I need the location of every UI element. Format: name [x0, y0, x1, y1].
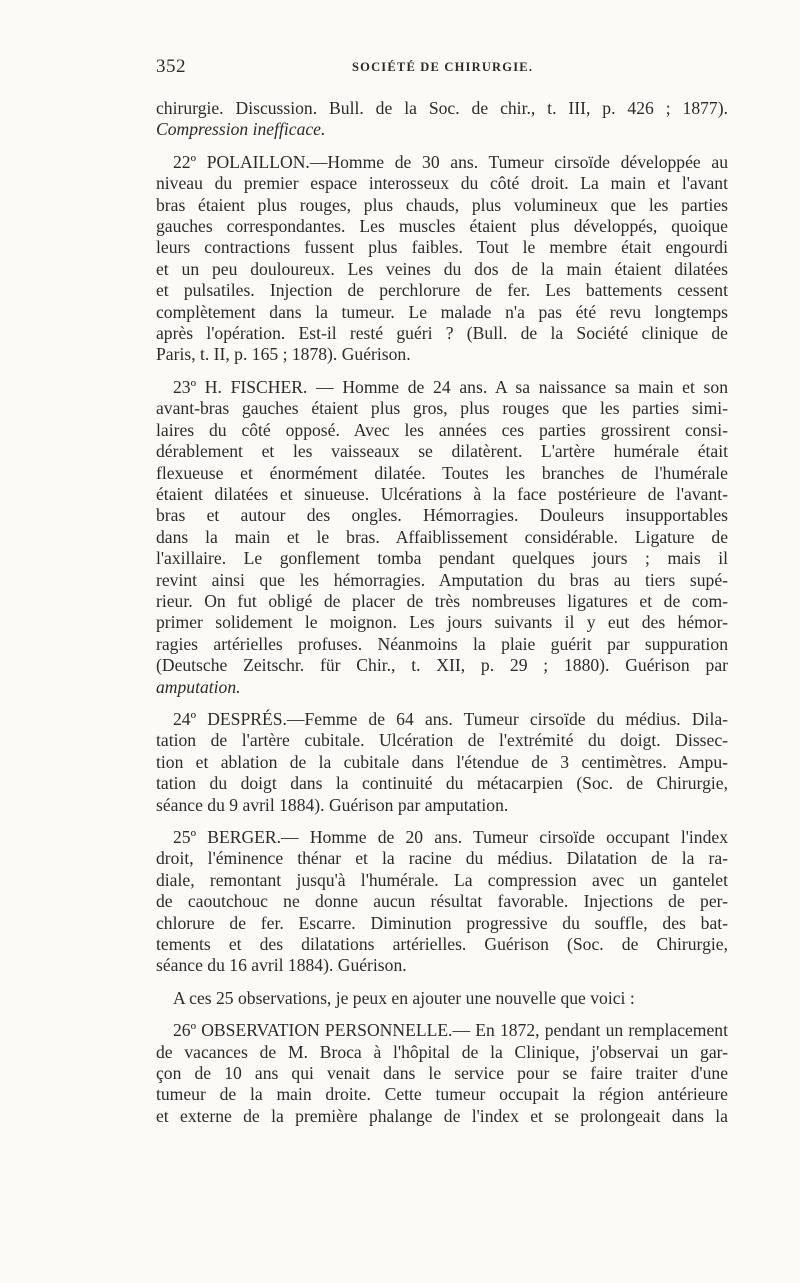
paragraph-observation-24 [156, 709, 728, 816]
text-line: laires du côté opposé. Avec les années ces parties grossirent consi- [156, 419, 728, 440]
text-line: 26º OBSERVATION PERSONNELLE.— En 1872, pendant un remplacement [173, 1020, 728, 1041]
text-line: tation de l'artère cubitale. Ulcération de l'extrémité du doigt. Dissec- [156, 730, 728, 751]
text-line: bras étaient plus rouges, plus chauds, plus volumineux que les parties [156, 194, 728, 215]
text-line: de caoutchouc ne donne aucun résultat favorable. Injections de per- [156, 891, 728, 912]
text-line: l'axillaire. Le gonflement tomba pendant quelques jours ; mais il [156, 548, 728, 569]
text-line: et pulsatiles. Injection de perchlorure de fer. Les battements cessent [156, 280, 728, 301]
paragraph-observation-22 [156, 152, 728, 366]
text-line: et externe de la première phalange de l'index et se prolongeait dans la [156, 1105, 728, 1126]
page-number: 352 [156, 56, 186, 77]
text-line: leurs contractions fussent plus faibles. Tout le membre était engourdi [156, 237, 728, 258]
text-line: étaient dilatées et sinueuse. Ulcérations à la face postérieure de l'avant- [156, 483, 728, 504]
page-header [156, 56, 724, 80]
text-line: Paris, t. II, p. 165 ; 1878). Guérison. [156, 344, 411, 365]
text-line: droit, l'éminence thénar et la racine du médius. Dilatation de la ra- [156, 848, 728, 869]
text-line: flexueuse et énormément dilatée. Toutes les branches de l'humérale [156, 462, 728, 483]
text-line: et un peu douloureux. Les veines du dos de la main étaient dilatées [156, 258, 728, 279]
text-line: çon de 10 ans qui venait dans le service pour se faire traiter d'une [156, 1063, 728, 1084]
text-line: chirurgie. Discussion. Bull. de la Soc. de chir., t. III, p. 426 ; 1877). [156, 98, 728, 118]
text-line: bras et autour des ongles. Hémorragies. Douleurs insupportables [156, 505, 728, 526]
text-line: primer solidement le moignon. Les jours suivants il y eut des hémor- [156, 612, 728, 633]
text-line: 24º DESPRÉS.—Femme de 64 ans. Tumeur cirsoïde du médius. Dila- [173, 708, 728, 729]
text-line: tion et ablation de la cubitale dans l'étendue de 3 centimètres. Ampu- [156, 751, 728, 772]
text-line: gauches correspondantes. Les muscles étaient plus développés, quoique [156, 216, 728, 237]
text-line: Compression inefficace. [156, 119, 326, 140]
text-line: 25º BERGER.— Homme de 20 ans. Tumeur cirsoïde occupant l'index [173, 827, 728, 847]
text-line: diale, remontant jusqu'à l'humérale. La compression avec un gantelet [156, 869, 728, 890]
body-text [156, 98, 728, 1138]
text-line: 22º POLAILLON.—Homme de 30 ans. Tumeur cirsoïde développée au [173, 151, 728, 172]
text-line: amputation. [156, 676, 241, 697]
text-line: 23º H. FISCHER. — Homme de 24 ans. A sa naissance sa main et son [173, 376, 728, 397]
text-line: avant-bras gauches étaient plus gros, plus rouges que les parties simi- [156, 398, 728, 419]
paragraph-observation-23 [156, 377, 728, 698]
text-line: séance du 16 avril 1884). Guérison. [156, 955, 407, 976]
paragraph-transition [156, 988, 728, 1009]
text-line: tumeur de la main droite. Cette tumeur occupait la région antérieure [156, 1084, 728, 1105]
text-line: complètement dans la tumeur. Le malade n'a pas été revu longtemps [156, 301, 728, 322]
text-line: tation du doigt dans la continuité du métacarpien (Soc. de Chirurgie, [156, 773, 728, 794]
text-line: de vacances de M. Broca à l'hôpital de la Clinique, j'observai un gar- [156, 1041, 728, 1062]
paragraph-continuation [156, 98, 728, 141]
text-line: séance du 9 avril 1884). Guérison par amputation. [156, 794, 509, 815]
running-head: SOCIÉTÉ DE CHIRURGIE. [352, 60, 534, 74]
text-line: tements et des dilatations artérielles. Guérison (Soc. de Chirurgie, [156, 934, 728, 955]
paragraph-observation-25 [156, 827, 728, 977]
text-line: dans la main et le bras. Affaiblissement considérable. Ligature de [156, 526, 728, 547]
text-line: après l'opération. Est-il resté guéri ? (Bull. de la Société clinique de [156, 323, 728, 344]
text-line: niveau du premier espace interosseux du côté droit. La main et l'avant [156, 173, 728, 194]
text-line: rieur. On fut obligé de placer de très nombreuses ligatures et de com- [156, 590, 728, 611]
text-line: chlorure de fer. Escarre. Diminution progressive du souffle, des bat- [156, 912, 728, 933]
text-line: A ces 25 observations, je peux en ajouter une nouvelle que voici : [173, 987, 635, 1008]
text-line: ragies artérielles profuses. Néanmoins la plaie guérit par suppuration [156, 633, 728, 654]
text-line: revint ainsi que les hémorragies. Amputation du bras au tiers supé- [156, 569, 728, 590]
paragraph-observation-26 [156, 1020, 728, 1127]
text-line: (Deutsche Zeitschr. für Chir., t. XII, p. 29 ; 1880). Guérison par [156, 655, 728, 676]
text-line: dérablement et les vaisseaux se dilatèrent. L'artère humérale était [156, 441, 728, 462]
